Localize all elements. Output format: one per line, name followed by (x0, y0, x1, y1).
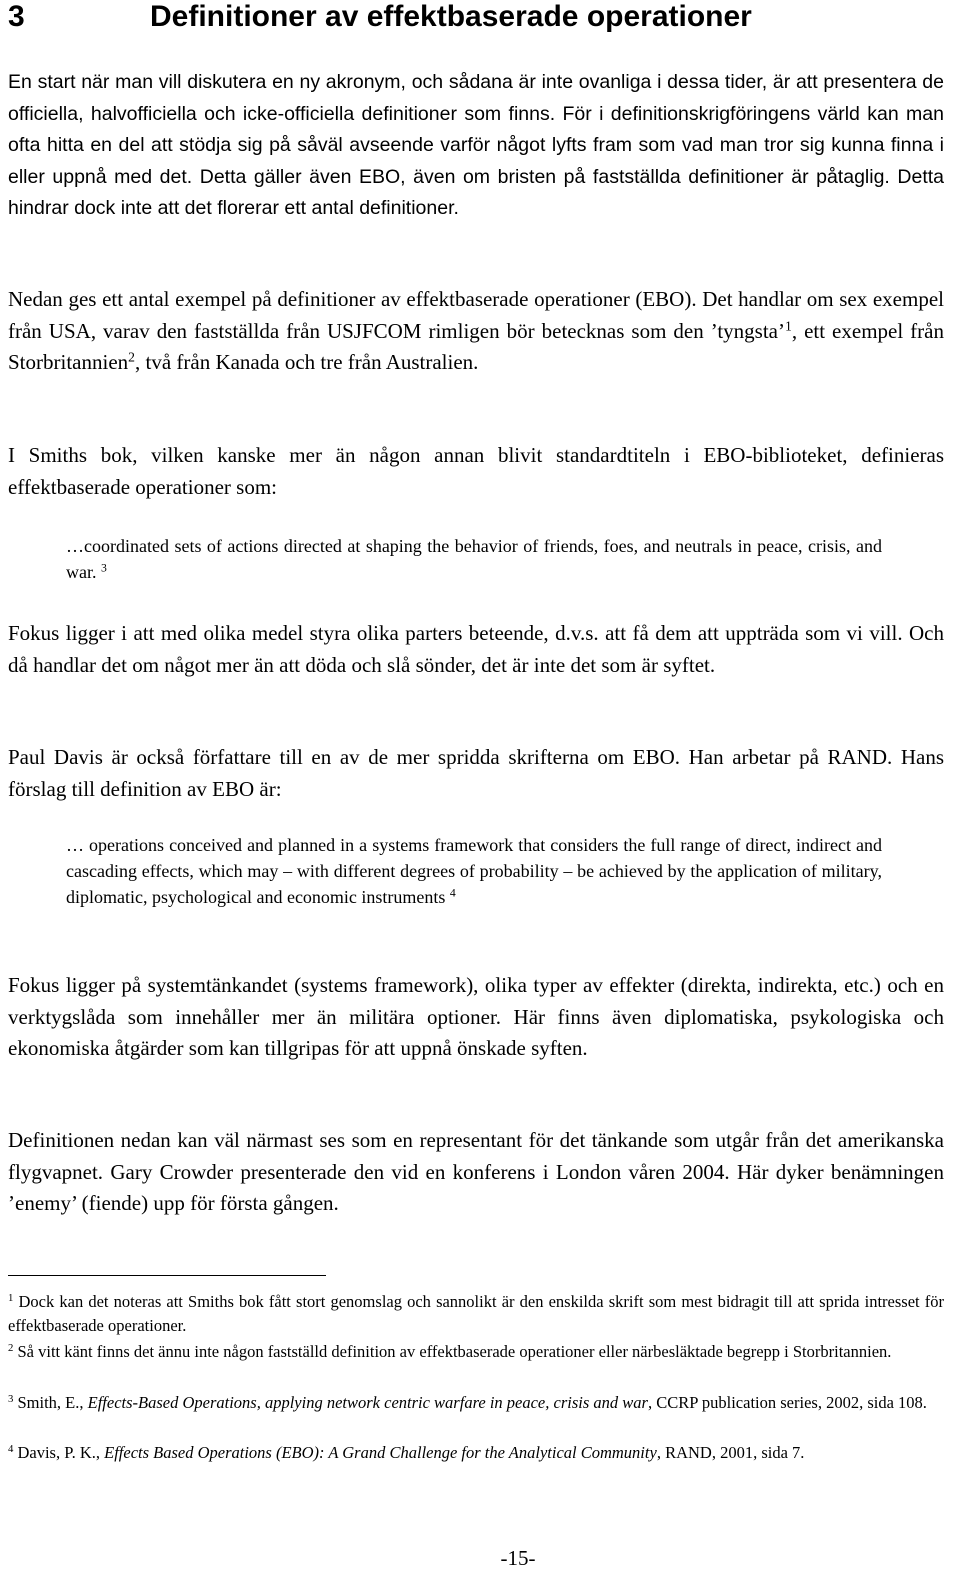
footnote-1 (8, 1290, 944, 1338)
davis-paragraph: Paul Davis är också författare till en av de mer spridda skrifterna om EBO. Han arbetar på RAND. Hans förslag till definition av EBO är: (8, 745, 944, 801)
footnote-1-number: 1 (8, 1292, 14, 1305)
footnote-4-title: Effects Based Operations (EBO): A Grand Challenge for the Analytical Community (104, 1443, 657, 1462)
footnote-4-number: 4 (8, 1443, 14, 1456)
footnote-2-number: 2 (8, 1342, 14, 1355)
focus-paragraph-1: Fokus ligger i att med olika medel styra olika parters beteende, d.v.s. att få dem att uppträda som vi vill. Och då handlar det om något mer än att döda och slå sönder, det är inte det som är syftet. (8, 621, 944, 677)
footnote-ref-1: 1 (785, 318, 792, 333)
definition-paragraph: Definitionen nedan kan väl närmast ses som en representant för det tänkande som utgår från det amerikanska flygvapnet. Gary Crowder presenterade den vid en konferens i London våren 2004. Här dyker benämningen ’enemy’ (fiende) upp för första gången. (8, 1128, 944, 1215)
footnote-ref-2: 2 (128, 349, 135, 365)
footnote-3-rest: , CCRP publication series, 2002, sida 108. (647, 1393, 927, 1412)
section-number: 3 (8, 0, 25, 33)
examples-paragraph (8, 284, 944, 379)
footnote-3-title: Effects-Based Operations, applying network centric warfare in peace, crisis and war (87, 1393, 648, 1412)
footnote-1-text: Dock kan det noteras att Smiths bok fått stort genomslag och sannolikt är den enskilda skrift som mest bidragit till att sprida intresset för effektbaserade operationer. (8, 1292, 944, 1335)
footnote-divider (8, 1275, 326, 1276)
footnote-3-author: Smith, E., (17, 1393, 88, 1412)
footnote-4-author: Davis, P. K., (17, 1443, 105, 1462)
footnote-3-number: 3 (8, 1393, 14, 1406)
examples-text-3: , två från Kanada och tre från Australien. (134, 350, 479, 374)
davis-quote (66, 832, 882, 910)
davis-quote-text: … operations conceived and planned in a systems framework that considers the full range of direct, indirect and cascading effects, which may – with different degrees of probability – be achieved by the application of military, diplomatic, psychological and economic instruments (66, 835, 882, 907)
footnote-4-rest: , RAND, 2001, sida 7. (656, 1443, 805, 1462)
smith-quote (66, 533, 882, 585)
intro-paragraph: En start när man vill diskutera en ny akronym, och sådana är inte ovanliga i dessa tider, är att presentera de officiella, halvofficiella och icke-officiella definitioner som finns. För i definitionskrigföringens värld kan man ofta hitta en del att stödja sig på såväl avseende varför något lyfts fram som vad man tror sig kunna finna i eller uppnå med det. Detta gäller även EBO, även om bristen på fastställda definitioner är påtaglig. Detta hindrar dock inte att det florerar ett antal definitioner. (8, 71, 944, 219)
examples-text-1: Nedan ges ett antal exempel på definitioner av effektbaserade operationer (EBO). Det handlar om sex exempel från USA, varav den fastställda från USJFCOM rimligen bör betecknas som den ’tyngsta’ (8, 287, 944, 343)
footnote-2-text: Så vitt känt finns det ännu inte någon fastställd definition av effektbaserade operationer eller närbesläktade begrepp i Storbritannien. (17, 1342, 892, 1361)
smith-paragraph: I Smiths bok, vilken kanske mer än någon annan blivit standardtiteln i EBO-biblioteket, definieras effektbaserade operationer som: (8, 443, 944, 499)
footnote-ref-4: 4 (449, 886, 456, 900)
examples-text-2: , ett exempel från Storbritannien (8, 318, 944, 374)
footnote-3 (8, 1391, 944, 1415)
smith-quote-text: …coordinated sets of actions directed at shaping the behavior of friends, foes, and neutrals in peace, crisis, and war. (66, 536, 882, 582)
footnote-4 (8, 1441, 944, 1465)
footnote-2 (8, 1340, 944, 1364)
section-title: Definitioner av effektbaserade operationer (150, 0, 752, 33)
footnote-ref-3: 3 (101, 561, 107, 575)
page-number: -15- (500, 1546, 536, 1570)
section-heading (8, 0, 752, 34)
focus-paragraph-2: Fokus ligger på systemtänkandet (systems framework), olika typer av effekter (direkta, indirekta, etc.) och en verktygslåda som innehåller mer än militära optioner. Här finns även diplomatiska, psykologiska och ekonomiska åtgärder som kan tillgripas för att uppnå önskade syften. (8, 973, 944, 1060)
